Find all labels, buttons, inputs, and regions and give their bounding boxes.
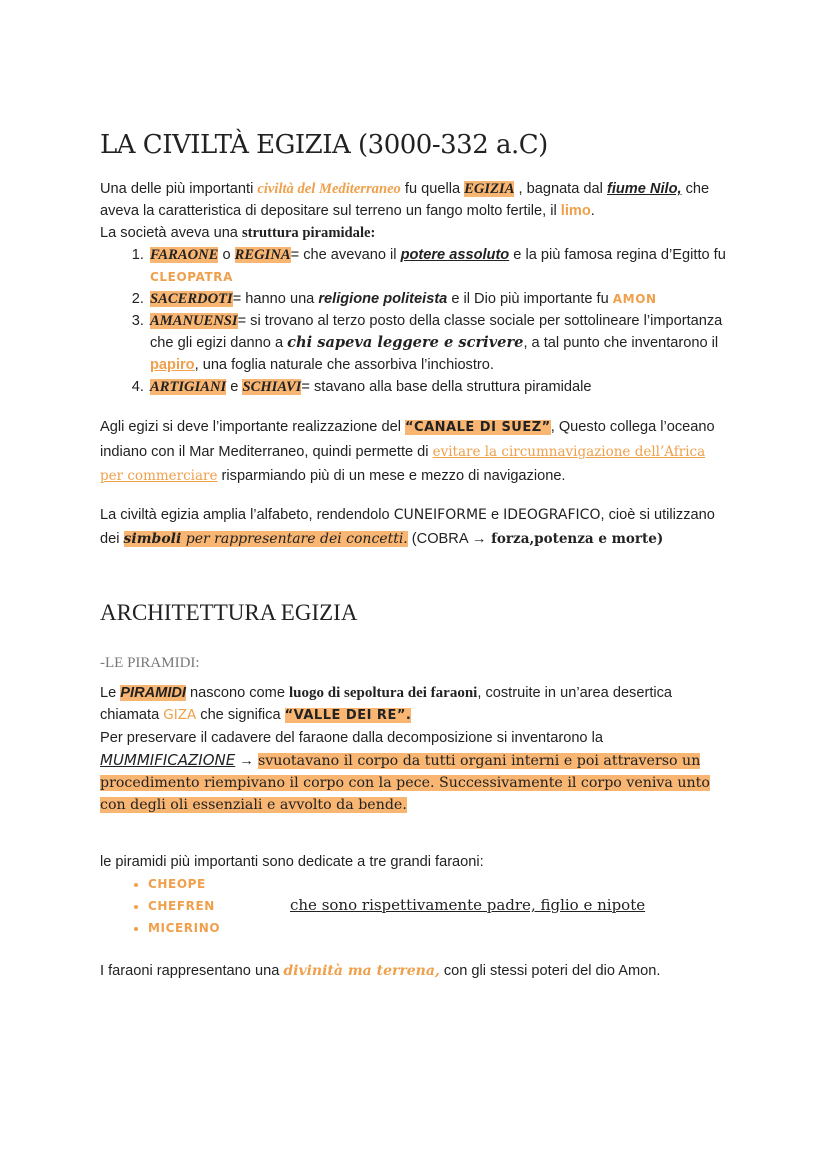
text: La società aveva una — [100, 225, 242, 241]
term: AMON — [612, 292, 657, 306]
highlight-term: simboli — [123, 531, 182, 547]
text: . — [590, 203, 595, 219]
term: chi sapeva leggere e scrivere — [287, 334, 524, 351]
highlight-term: evitare la circumnavigazione dell’Africa per commerciare — [100, 444, 706, 484]
list-item — [148, 310, 730, 376]
list-item: • CHEOPE — [148, 873, 730, 895]
relationship-note: che sono rispettivamente padre, figlio e nipote — [290, 896, 646, 914]
text: = si trovano al terzo posto della classe sociale per sottolineare l’importanza che gli egizi danno a — [150, 313, 723, 351]
text: , bagnata dal — [514, 181, 607, 197]
term: CLEOPATRA — [150, 270, 234, 284]
text: → — [235, 753, 258, 769]
text: Le — [100, 685, 121, 701]
term: REGINA — [234, 247, 291, 263]
highlight-term: EGIZIA — [464, 181, 515, 197]
list-item — [148, 288, 730, 310]
highlight-term: divinità ma terrena, — [283, 963, 440, 979]
highlight-term: civiltà del Mediterraneo — [257, 181, 401, 197]
term: papiro — [150, 357, 195, 373]
text: , Questo collega l’oceano indiano con il Mar Mediterraneo, quindi permette di — [100, 419, 715, 460]
term: AMANUENSI — [150, 313, 238, 329]
text: e la più famosa regina d’Egitto fu — [509, 247, 726, 263]
pharaohs-paragraph — [100, 851, 730, 939]
text: , cioè si utilizzano dei — [100, 507, 715, 547]
text: e il Dio più importante fu — [447, 291, 613, 307]
list-item: • CHEFREN — [148, 895, 730, 917]
term: forza,potenza e morte) — [486, 531, 664, 547]
alphabet-paragraph — [100, 503, 730, 551]
term: IDEOGRAFICO — [503, 507, 601, 523]
suez-paragraph — [100, 415, 730, 488]
highlight-term: “VALLE DEI RE”. — [284, 708, 412, 723]
list-item — [148, 244, 730, 288]
text: , a tal punto che inventarono il — [523, 335, 719, 351]
text: e — [486, 507, 504, 523]
social-classes-list — [100, 244, 730, 398]
text: , costruite in un’area desertica chiamata — [100, 685, 673, 723]
highlight-term: “CANALE DI SUEZ” — [405, 420, 551, 435]
term: religione politeista — [318, 291, 448, 307]
text: Agli egizi si deve l’importante realizzazione del — [100, 419, 406, 435]
text: La civiltà egizia amplia l’alfabeto, rendendolo — [100, 507, 394, 523]
text: Una delle più importanti — [100, 181, 258, 197]
highlight-term: per rappresentare dei concetti. — [181, 531, 408, 547]
text: o — [218, 247, 235, 263]
term: potere assoluto — [400, 247, 510, 263]
term: FARAONE — [150, 247, 219, 263]
text: le piramidi più importanti sono dedicate a tre grandi faraoni: — [100, 854, 484, 870]
term: MUMMIFICAZIONE — [100, 751, 236, 769]
term: luogo di sepoltura dei faraoni — [289, 685, 478, 701]
section-heading-architecture: ARCHITETTURA EGIZIA — [100, 600, 358, 625]
page-title: LA CIVILTÀ EGIZIA (3000-332 a.C) — [100, 130, 548, 160]
text: , una foglia naturale che assorbiva l’inchiostro. — [194, 357, 494, 373]
text: (COBRA — [407, 531, 472, 547]
text: e — [226, 379, 243, 395]
term: struttura piramidale: — [241, 225, 376, 241]
term: GIZA — [163, 707, 197, 723]
term: SCHIAVI — [242, 379, 302, 395]
text: che aveva la caratteristica di depositare sul terreno un fango molto fertile, il — [100, 181, 710, 219]
intro-paragraph — [100, 178, 730, 398]
text: Per preservare il cadavere del faraone dalla decomposizione si inventarono la — [100, 730, 603, 746]
term: SACERDOTI — [150, 291, 233, 307]
term: fiume Nilo, — [606, 181, 682, 197]
text: = stavano alla base della struttura piramidale — [301, 379, 592, 395]
closing-paragraph — [100, 960, 730, 982]
term: ARTIGIANI — [150, 379, 227, 395]
term: CUNEIFORME — [393, 507, 487, 523]
highlight-term: limo — [560, 203, 591, 219]
pyramids-paragraph — [100, 682, 730, 816]
text: che significa — [196, 707, 285, 723]
text: fu quella — [400, 181, 465, 197]
text: con gli stessi poteri del dio Amon. — [439, 963, 661, 979]
text: = hanno una — [232, 291, 319, 307]
list-item — [148, 376, 730, 398]
highlight-text: svuotavano il corpo da tutti organi interni e poi attraverso un procedimento riempivano il corpo con la pece. Successivamente il corpo veniva unto con degli oli essenziali e avvolto da bende. — [100, 753, 710, 813]
list-item: • MICERINO — [148, 917, 730, 939]
arrow-icon: → — [471, 531, 487, 547]
highlight-term: PIRAMIDI — [120, 685, 186, 701]
text: risparmiando più di un mese e mezzo di navigazione. — [217, 468, 566, 484]
text: = che avevano il — [290, 247, 401, 263]
text: nascono come — [185, 685, 289, 701]
text: I faraoni rappresentano una — [100, 963, 284, 979]
subheading-pyramids: -LE PIRAMIDI: — [100, 655, 200, 671]
